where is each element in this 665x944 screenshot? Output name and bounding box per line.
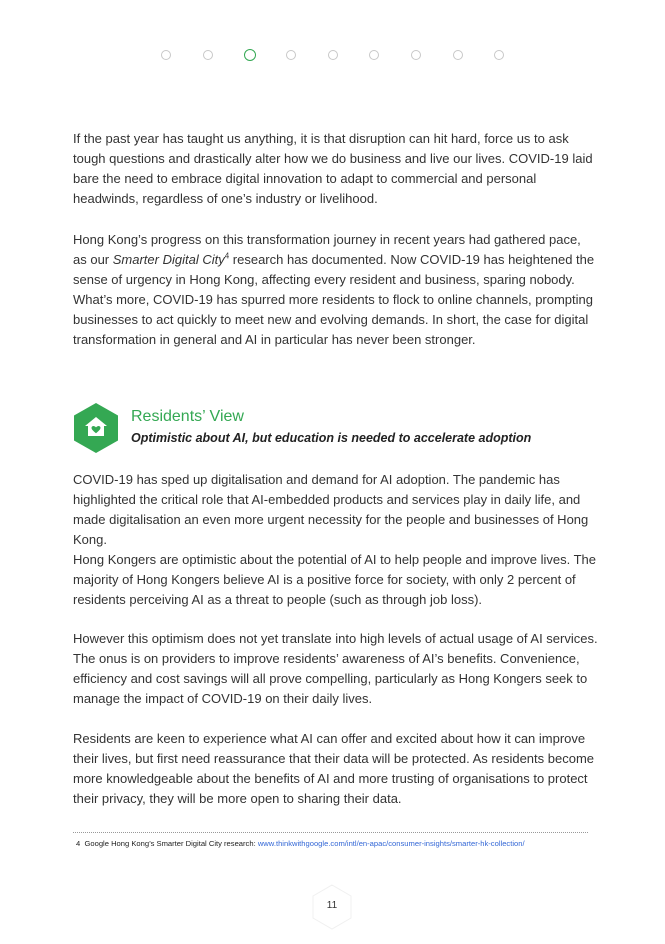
pagination-dot-3-active[interactable] bbox=[244, 49, 256, 61]
pagination-dot-9[interactable] bbox=[494, 50, 504, 60]
section-title: Residents’ View bbox=[131, 408, 244, 425]
section-paragraph-3: However this optimism does not yet translate into high levels of actual usage of AI services. The onus is on providers to improve residents’ awareness of AI’s benefits. Convenience, efficiency and cost savings will all prove compelling, particularly as Hong Kongers seek to manage the impact of COVID-19 on their daily lives. bbox=[73, 631, 598, 706]
intro-paragraph-1: If the past year has taught us anything, it is that disruption can hit hard, force us to ask tough questions and drastically alter how we do business and live our lives. COVID-19 laid bare the need to embrace digital innovation to adapt to commercial and personal headwinds, regardless of one’s industry or livelihood. bbox=[73, 131, 593, 206]
page-pagination bbox=[0, 50, 665, 64]
footnote-divider bbox=[73, 832, 588, 833]
footnote-link[interactable]: www.thinkwithgoogle.com/intl/en-apac/consumer-insights/smarter-hk-collection/ bbox=[257, 839, 525, 848]
home-heart-icon bbox=[72, 402, 120, 454]
footnote-text: Google Hong Kong’s Smarter Digital City research: bbox=[84, 839, 256, 848]
section-subtitle: Optimistic about AI, but education is needed to accelerate adoption bbox=[131, 431, 532, 445]
pagination-dot-8[interactable] bbox=[453, 50, 463, 60]
section-paragraph-2: Hong Kongers are optimistic about the potential of AI to help people and improve lives. The majority of Hong Kongers believe AI is a positive force for society, with only 2 percent of residents perceiving AI as a threat to people (such as through job loss). bbox=[73, 552, 596, 607]
intro-paragraph-2-end: research has documented. Now COVID-19 has heightened the sense of urgency in Hong Kong, affecting every resident and business, sparing nobody. What’s more, COVID-19 has spurred more residents to flock to online channels, prompting businesses to act quickly to meet new and evolving demands. In short, the case for digital transformation in general and AI in particular has never been stronger. bbox=[73, 252, 595, 347]
pagination-dot-4[interactable] bbox=[286, 50, 296, 60]
pagination-dot-7[interactable] bbox=[411, 50, 421, 60]
intro-paragraph-2-start: Hong Kong’s progress on this transformation journey in recent years had gathered pace, as our bbox=[73, 232, 581, 267]
intro-paragraph-2 bbox=[73, 230, 598, 350]
pagination-dot-2[interactable] bbox=[203, 50, 213, 60]
page-number: 11 bbox=[326, 900, 338, 911]
pagination-dot-6[interactable] bbox=[369, 50, 379, 60]
footnote-reference[interactable]: 4 bbox=[224, 251, 230, 261]
section-paragraph-4: Residents are keen to experience what AI can offer and excited about how it can improve their lives, but first need reassurance that their data will be protected. As residents become more knowledgeable about the benefits of AI and more trusting of organisations to protect their privacy, they will be more open to sharing their data. bbox=[73, 731, 594, 806]
section-paragraph-1: COVID-19 has sped up digitalisation and demand for AI adoption. The pandemic has highlighted the critical role that AI-embedded products and services play in daily life, and made digitalisation an even more urgent necessity for the people and businesses of Hong Kong. bbox=[73, 472, 589, 547]
pagination-dot-1[interactable] bbox=[161, 50, 171, 60]
footnote-number: 4 bbox=[76, 839, 81, 848]
footnote bbox=[76, 839, 606, 848]
pagination-dot-5[interactable] bbox=[328, 50, 338, 60]
smarter-digital-city-title: Smarter Digital City bbox=[112, 252, 225, 267]
